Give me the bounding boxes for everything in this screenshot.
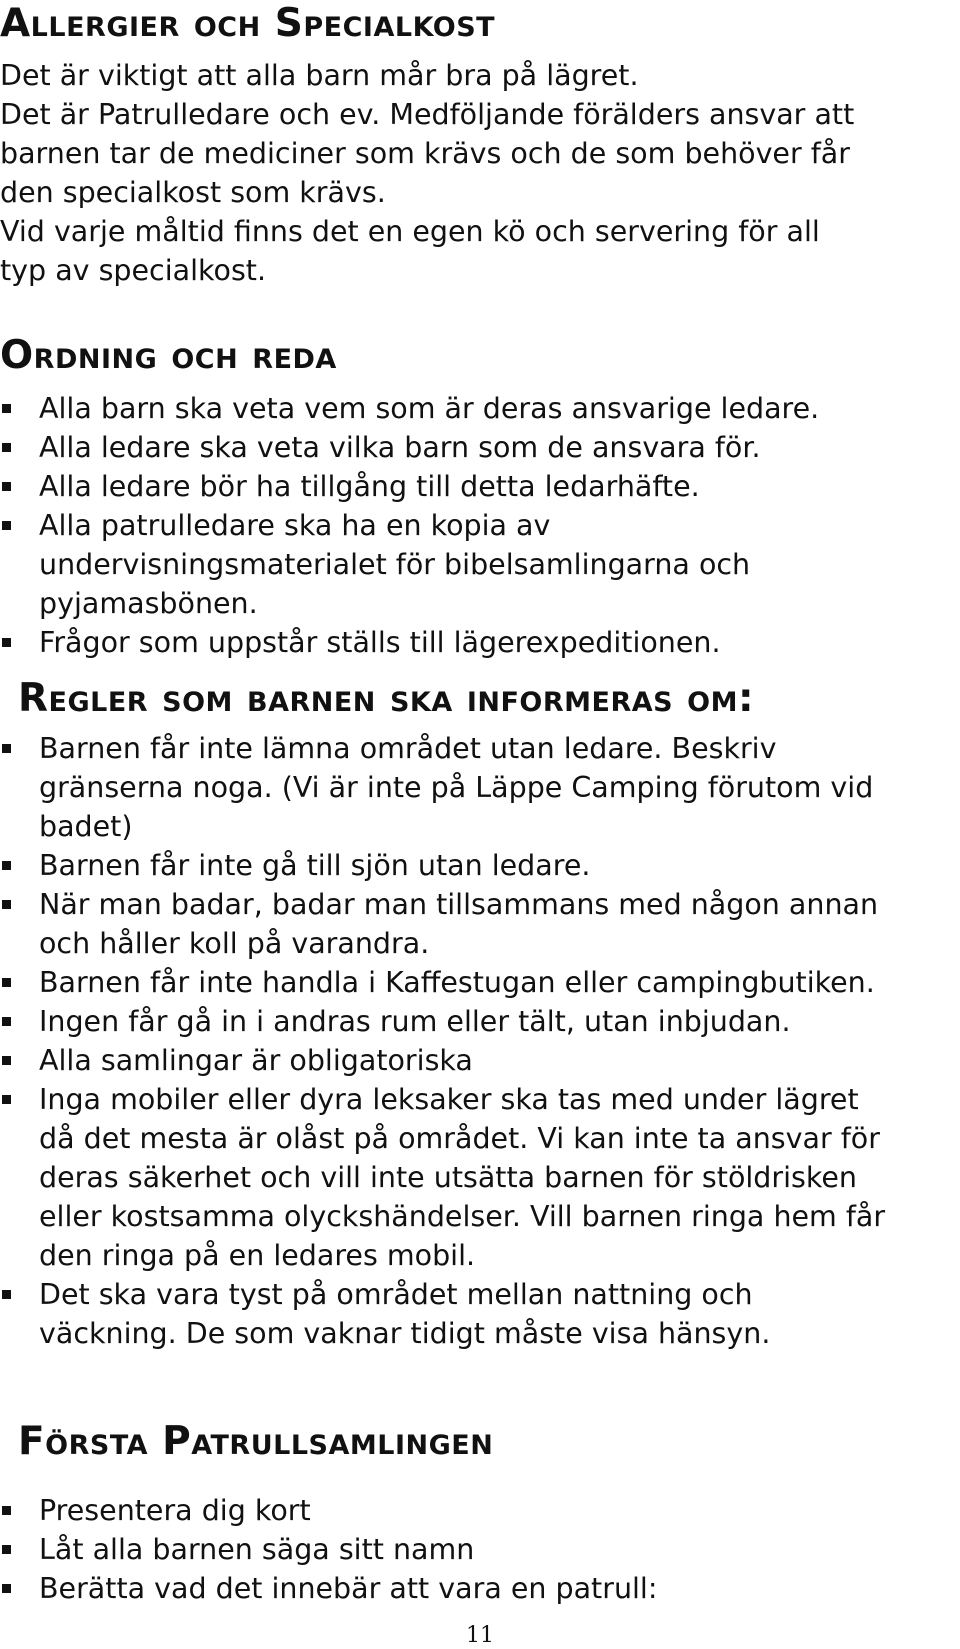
first-meeting-list — [0, 1491, 657, 1608]
bullet-icon — [2, 638, 11, 647]
list-item: Alla barn ska veta vem som är deras ansvarige ledare. — [0, 389, 819, 428]
list-item: Barnen får inte handla i Kaffestugan eller campingbutiken. — [0, 963, 885, 1002]
bullet-icon — [2, 1095, 11, 1104]
order-list — [0, 389, 819, 662]
bullet-icon — [2, 404, 11, 413]
list-item: När man badar, badar man tillsammans med någon annan och håller koll på varandra. — [0, 885, 885, 963]
rules-list — [0, 729, 885, 1353]
bullet-icon — [2, 521, 11, 530]
list-item: Det ska vara tyst på området mellan nattning och väckning. De som vaknar tidigt måste visa hänsyn. — [0, 1275, 885, 1353]
allergies-line: typ av specialkost. — [0, 254, 267, 287]
allergies-line: Det är viktigt att alla barn mår bra på lägret. — [0, 59, 639, 92]
bullet-icon — [2, 1545, 11, 1554]
list-item: Alla samlingar är obligatoriska — [0, 1041, 885, 1080]
list-item: Presentera dig kort — [0, 1491, 657, 1530]
bullet-icon — [2, 744, 11, 753]
bullet-icon — [2, 900, 11, 909]
list-item: Alla patrulledare ska ha en kopia av undervisningsmaterialet för bibelsamlingarna och pyjamasbönen. — [0, 506, 819, 623]
bullet-icon — [2, 861, 11, 870]
list-item: Alla ledare ska veta vilka barn som de ansvara för. — [0, 428, 819, 467]
list-item: Frågor som uppstår ställs till lägerexpeditionen. — [0, 623, 819, 662]
list-item: Låt alla barnen säga sitt namn — [0, 1530, 657, 1569]
list-item: Barnen får inte lämna området utan ledare. Beskriv gränserna noga. (Vi är inte på Läppe Camping förutom vid badet) — [0, 729, 885, 846]
heading-order: Ordning och reda — [0, 333, 337, 378]
bullet-icon — [2, 1290, 11, 1299]
list-item: Alla ledare bör ha tillgång till detta ledarhäfte. — [0, 467, 819, 506]
bullet-icon — [2, 1056, 11, 1065]
heading-rules: Regler som barnen ska informeras om: — [18, 676, 755, 721]
allergies-line: den specialkost som krävs. — [0, 176, 386, 209]
bullet-icon — [2, 1506, 11, 1515]
list-item: Berätta vad det innebär att vara en patrull: — [0, 1569, 657, 1608]
list-item: Ingen får gå in i andras rum eller tält, utan inbjudan. — [0, 1002, 885, 1041]
bullet-icon — [2, 1584, 11, 1593]
allergies-paragraph — [0, 56, 854, 290]
bullet-icon — [2, 443, 11, 452]
list-item: Barnen får inte gå till sjön utan ledare. — [0, 846, 885, 885]
allergies-line: Det är Patrulledare och ev. Medföljande förälders ansvar att — [0, 98, 855, 131]
list-item: Inga mobiler eller dyra leksaker ska tas med under lägret då det mesta är olåst på området. Vi kan inte ta ansvar för deras säkerhet och vill inte utsätta barnen för stöldrisken eller kostsamma olyckshändelser. Vill barnen ringa hem får den ringa på en ledares mobil. — [0, 1080, 885, 1275]
bullet-icon — [2, 482, 11, 491]
bullet-icon — [2, 1017, 11, 1026]
heading-allergies: Allergier och Specialkost — [0, 1, 496, 46]
bullet-icon — [2, 978, 11, 987]
allergies-line: barnen tar de mediciner som krävs och de som behöver får — [0, 137, 850, 170]
heading-first-meeting: Första Patrullsamlingen — [18, 1419, 494, 1464]
allergies-line: Vid varje måltid finns det en egen kö och servering för all — [0, 215, 820, 248]
page-number: 11 — [466, 1623, 494, 1648]
